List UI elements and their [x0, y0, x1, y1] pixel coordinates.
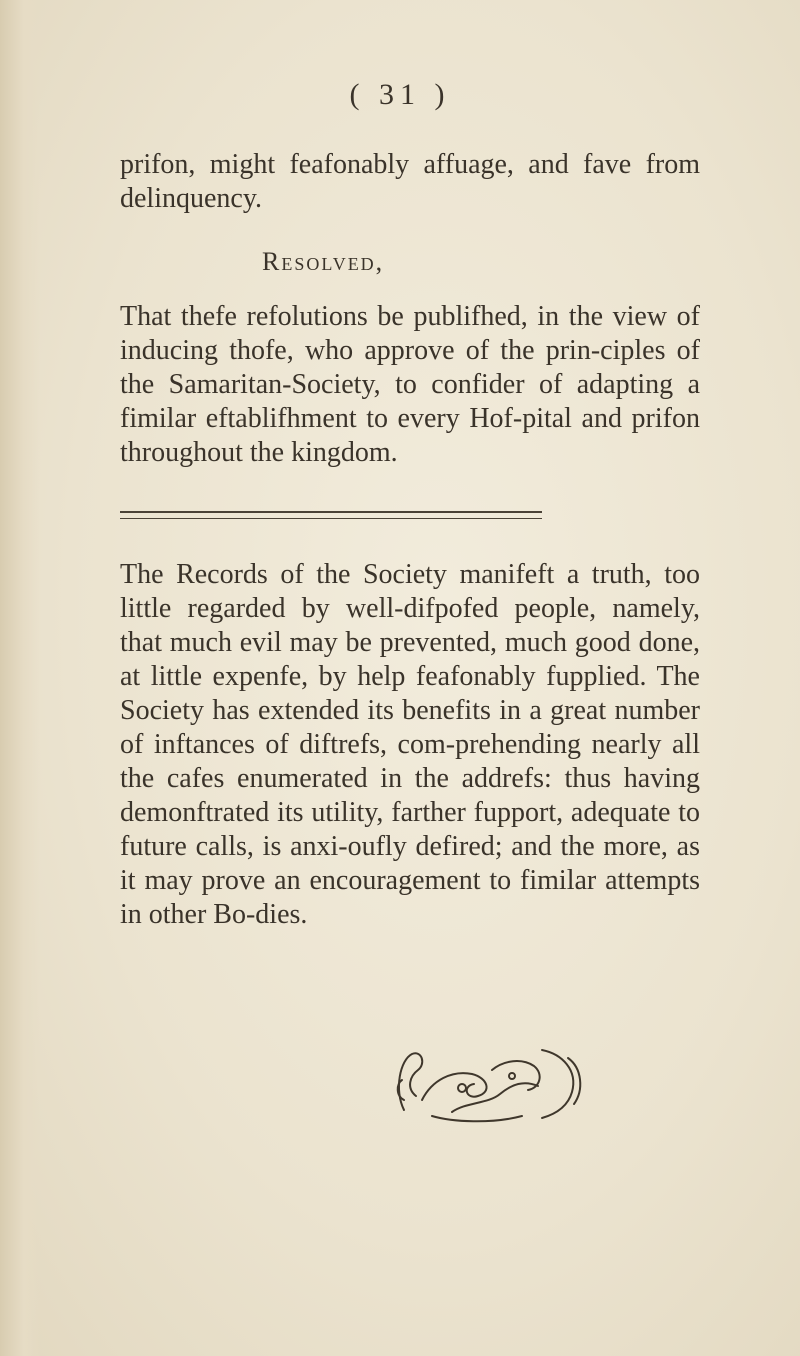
page-gutter-shadow [0, 0, 40, 1356]
opening-paragraph: prifon, might feafonably affuage, and fave from delinquency. [120, 149, 700, 214]
section-rule-thin [120, 518, 542, 519]
decorative-tailpiece-icon [392, 1040, 592, 1130]
page-number: ( 31 ) [349, 78, 451, 111]
resolution-paragraph: That thefe refolutions be publifhed, in the view of inducing thofe, who approve of the prin-ciples of the Samaritan-Society, to confider of adapting a fimilar eftablifhment to every Hof-pital and prifon throughout the kingdom. [120, 301, 700, 468]
records-paragraph: The Records of the Society manifeft a truth, too little regarded by well-difpofed people, namely, that much evil may be prevented, much good done, at little expenfe, by help feafonably fupplied. The Society has extended its benefits in a great number of inftances of diftrefs, com-prehending nearly all the cafes enumerated in the addrefs: thus having demonftrated its utility, farther fupport, adequate to future calls, is anxi-oufly defired; and the more, as it may prove an encouragement to fimilar attempts in other Bo-dies. [120, 559, 700, 930]
resolved-heading: Resolved, [262, 247, 385, 276]
section-rule-thick [120, 511, 542, 513]
